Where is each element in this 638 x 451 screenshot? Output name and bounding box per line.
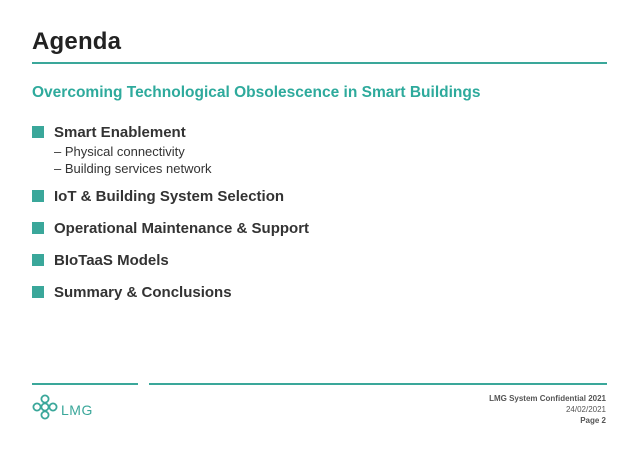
square-bullet-icon	[32, 190, 44, 202]
footer-info	[489, 393, 606, 426]
agenda-item	[32, 251, 169, 269]
page-title: Agenda	[32, 28, 122, 55]
agenda-item	[32, 283, 232, 301]
agenda-item-label: Operational Maintenance & Support	[54, 219, 310, 237]
lmg-logo-icon	[32, 394, 58, 425]
agenda-item	[32, 219, 309, 237]
agenda-subitems	[54, 143, 212, 177]
square-bullet-icon	[32, 254, 44, 266]
agenda-item-label: IoT & Building System Selection	[54, 187, 285, 205]
page-number: Page 2	[580, 416, 606, 425]
footer-date: 24/02/2021	[565, 405, 606, 414]
agenda-subitem: – Building services network	[54, 161, 212, 176]
square-bullet-icon	[32, 286, 44, 298]
square-bullet-icon	[32, 126, 44, 138]
slide-subtitle: Overcoming Technological Obsolescence in Smart Buildings	[32, 84, 481, 101]
title-divider	[32, 62, 607, 64]
agenda-subitem: – Physical connectivity	[54, 144, 185, 159]
footer-divider-right	[149, 383, 607, 385]
square-bullet-icon	[32, 222, 44, 234]
agenda-item-label: Smart Enablement	[54, 123, 186, 141]
agenda-item-label: BIoTaaS Models	[54, 251, 169, 269]
lmg-logo	[32, 394, 93, 425]
confidential-notice: LMG System Confidential 2021	[489, 394, 606, 403]
agenda-item-label: Summary & Conclusions	[54, 283, 232, 301]
agenda-item	[32, 187, 284, 205]
agenda-item	[32, 123, 212, 177]
logo-text: LMG	[61, 401, 93, 418]
footer-divider-left	[32, 383, 138, 385]
